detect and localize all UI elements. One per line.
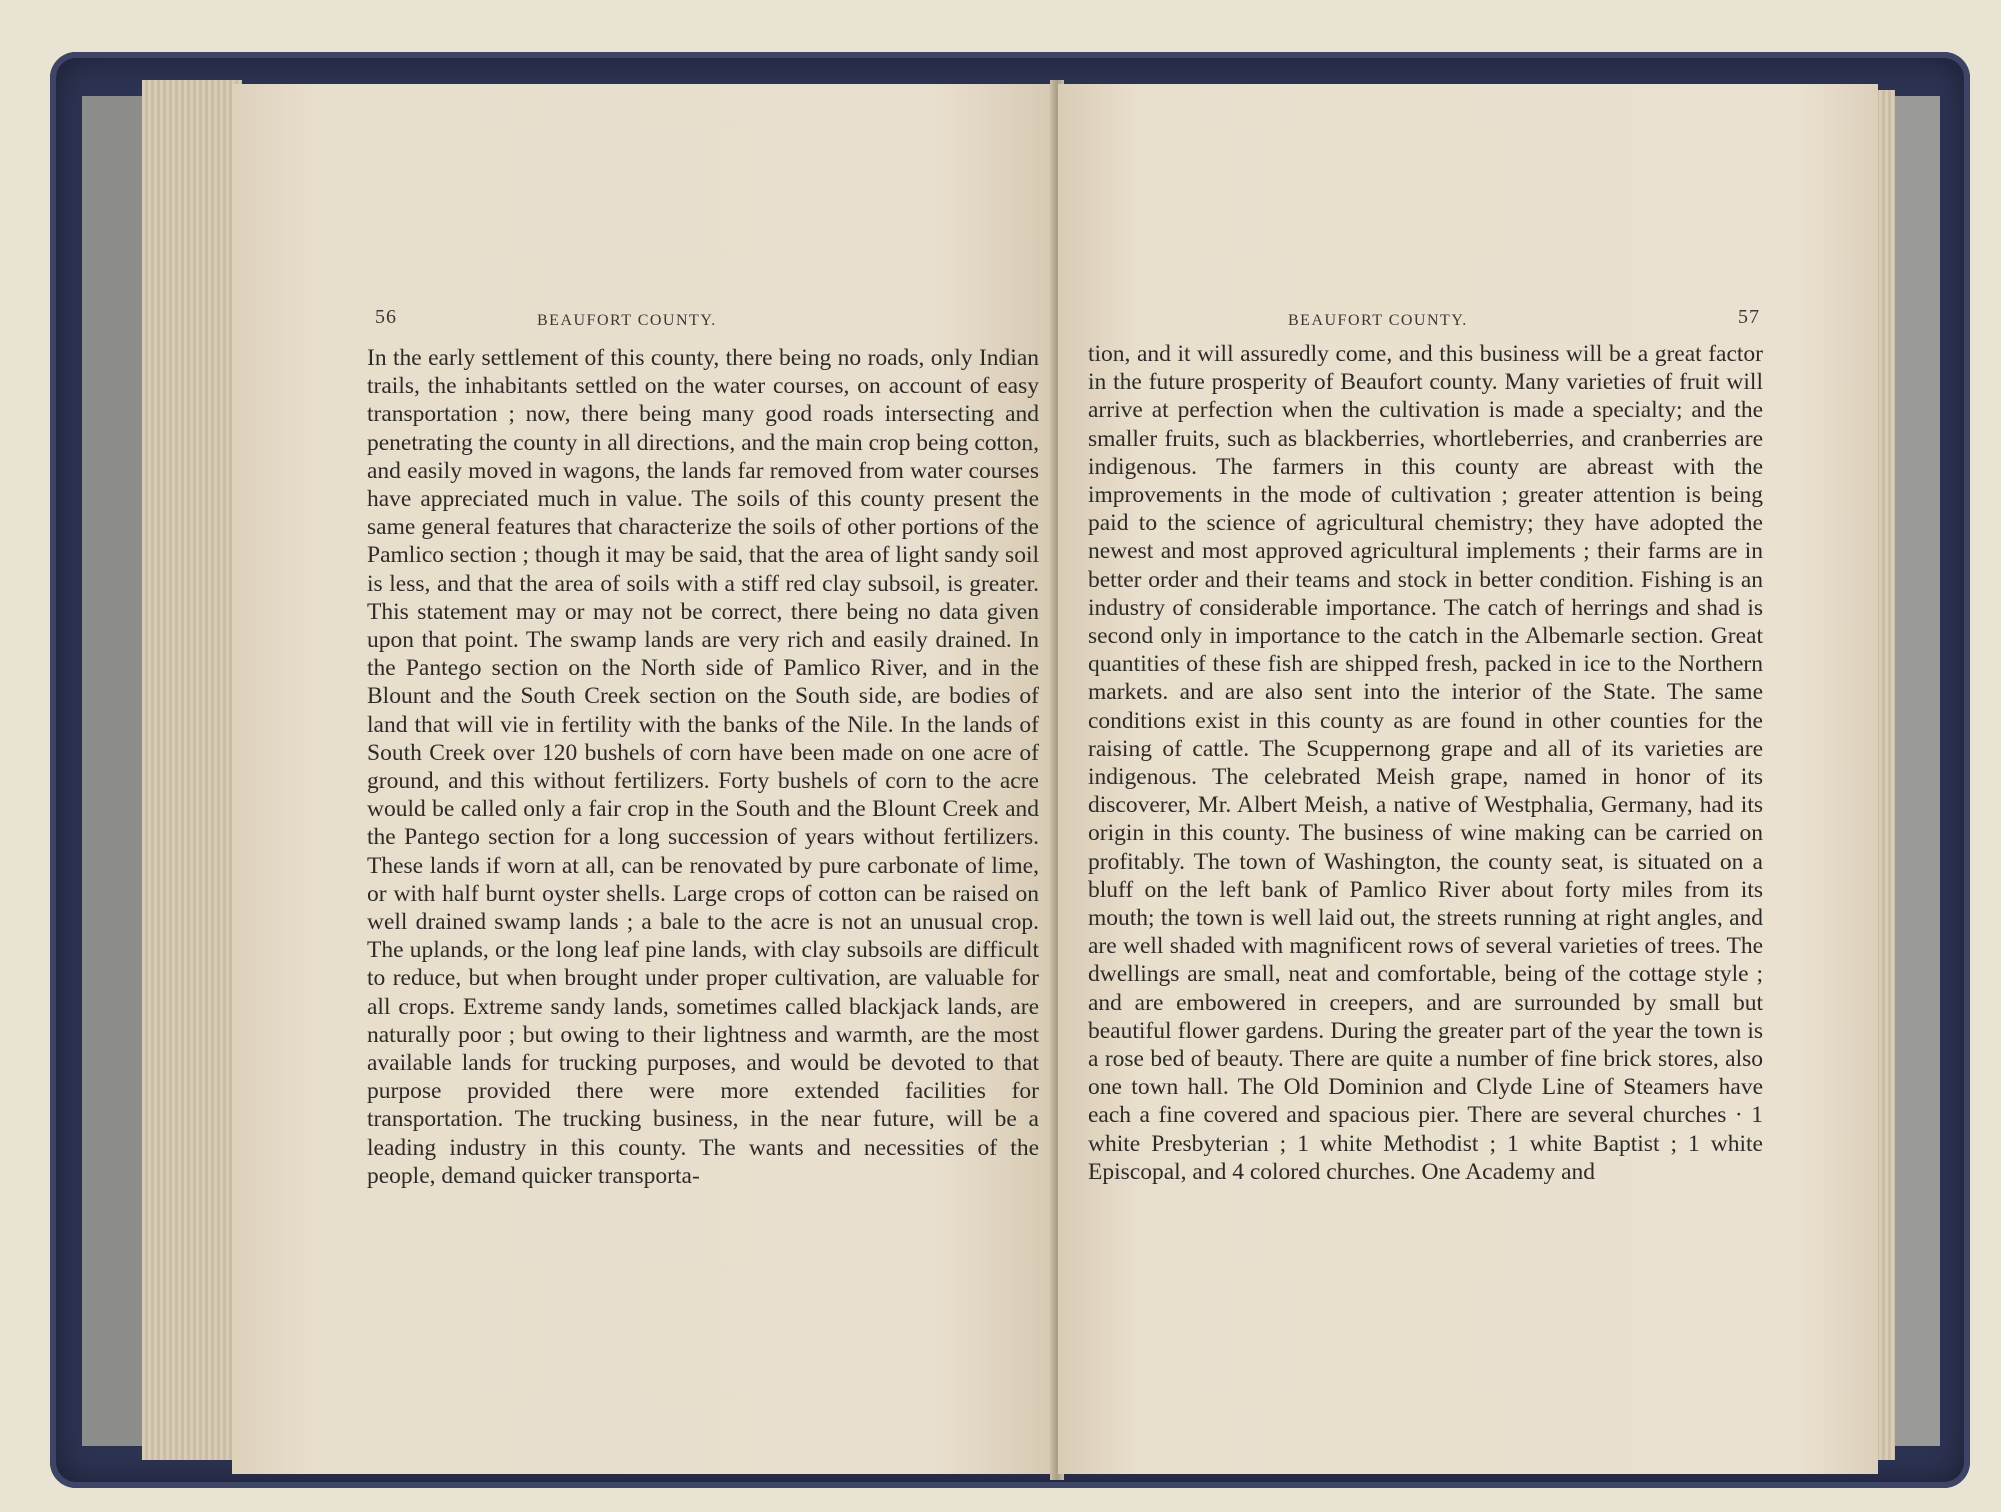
right-page-header (1088, 306, 1763, 336)
page-number: 57 (1738, 306, 1760, 328)
left-page-header (367, 306, 1039, 336)
page-number: 56 (375, 306, 397, 328)
running-head: BEAUFORT COUNTY. (537, 312, 717, 329)
page-body-text (367, 344, 1039, 1190)
page-body-text (1088, 340, 1763, 1186)
paragraph: In the early settlement of this county, there being no roads, only Indian trails, the inhabitants settled on the water courses, on account of easy transportation ; now, there being many good roads intersecting and penetrating the county in all directions, and the main crop being cotton, and easily moved in wagons, the lands far removed from water courses have appreciated much in value. The soils of this county present the same general features that characterize the soils of other portions of the Pamlico section ; though it may be said, that the area of light sandy soil is less, and that the area of soils with a stiff red clay subsoil, is greater. This statement may or may not be correct, there being no data given upon that point. The swamp lands are very rich and easily drained. In the Pantego section on the North side of Pamlico River, and in the Blount and the South Creek section on the South side, are bodies of land that will vie in fertility with the banks of the Nile. In the lands of South Creek over 120 bushels of corn have been made on one acre of ground, and this without fertilizers. Forty bushels of corn to the acre would be called only a fair crop in the South and the Blount Creek and the Pantego section for a long succession of years without fertilizers. These lands if worn at all, can be renovated by pure carbonate of lime, or with half burnt oyster shells. Large crops of cotton can be raised on well drained swamp lands ; a bale to the acre is not an unusual crop. The uplands, or the long leaf pine lands, with clay subsoils are difficult to reduce, but when brought under proper cultivation, are valuable for all crops. Extreme sandy lands, sometimes called blackjack lands, are naturally poor ; but owing to their lightness and warmth, are the most available lands for trucking purposes, and would be devoted to that purpose provided there were more extended facilities for transportation. The trucking business, in the near future, will be a leading industry in this county. The wants and necessities of the people, demand quicker transporta- (367, 345, 1039, 1189)
running-head: BEAUFORT COUNTY. (1288, 312, 1468, 329)
paragraph: tion, and it will assuredly come, and this business will be a great factor in the future prosperity of Beaufort county. Many varieties of fruit will arrive at perfection when the cultivation is made a specialty; and the smaller fruits, such as blackberries, whortleberries, and cranberries are indigenous. The farmers in this county are abreast with the improvements in the mode of cultivation ; greater attention is being paid to the science of agricultural chemistry; they have adopted the newest and most approved agricultural implements ; their farms are in better order and their teams and stock in better condition. Fishing is an industry of considerable importance. The catch of herrings and shad is second only in importance to the catch in the Albemarle section. Great quantities of these fish are shipped fresh, packed in ice to the Northern markets. and are also sent into the interior of the State. The same conditions exist in this county as are found in other counties for the raising of cattle. The Scuppernong grape and all of its varieties are indigenous. The celebrated Meish grape, named in honor of its discoverer, Mr. Albert Meish, a native of Westphalia, Germany, had its origin in this county. The business of wine making can be carried on profitably. The town of Washington, the county seat, is situated on a bluff on the left bank of Pamlico River about forty miles from its mouth; the town is well laid out, the streets running at right angles, and are well shaded with magnificent rows of several varieties of trees. The dwellings are small, neat and comfortable, being of the cottage style ; and are embowered in creepers, and are surrounded by small but beautiful flower gardens. During the greater part of the year the town is a rose bed of beauty. There are quite a number of fine brick stores, also one town hall. The Old Dominion and Clyde Line of Steamers have each a fine covered and spacious pier. There are several churches · 1 white Presbyterian ; 1 white Methodist ; 1 white Baptist ; 1 white Episcopal, and 4 colored churches. One Academy and (1088, 341, 1763, 1185)
left-page (232, 84, 1057, 1474)
right-page (1058, 84, 1878, 1474)
left-page-edges (142, 80, 242, 1460)
